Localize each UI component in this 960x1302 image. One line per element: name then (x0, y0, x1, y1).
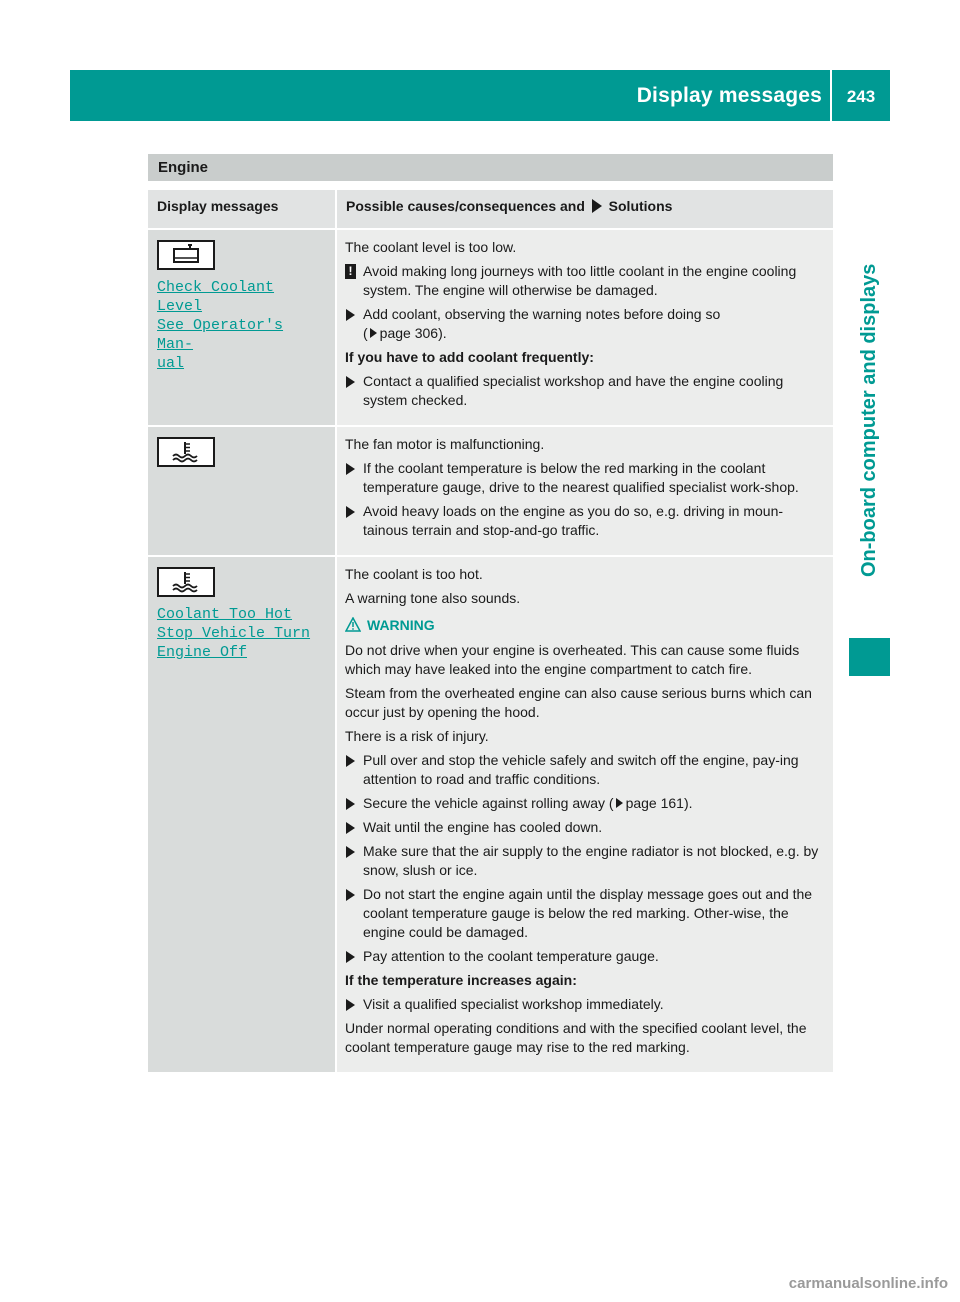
bullet-arrow-icon (346, 755, 355, 767)
side-marker (849, 638, 890, 676)
table-row (148, 426, 833, 556)
instruction-text: Add coolant, observing the warning notes before doing so (363, 306, 721, 322)
instruction-item (345, 885, 827, 942)
table-row (148, 229, 833, 426)
instruction-item (345, 995, 827, 1014)
display-text (157, 605, 326, 662)
bullet-arrow-icon (346, 822, 355, 834)
instruction-text: Pay attention to the coolant temperature gauge. (363, 948, 659, 964)
instruction-text: Pull over and stop the vehicle safely and switch off the engine, pay-ing attention to road and traffic conditions. (363, 752, 799, 787)
warning-text: Do not drive when your engine is overheated. This can cause some fluids which may have leaked into the engine compartment to catch fire. (345, 642, 800, 677)
page-ref-arrow-icon (370, 328, 377, 338)
display-line: ual (157, 355, 185, 372)
display-line: See Operator's Man‐ (157, 317, 284, 353)
cause-text: The coolant is too hot. (345, 566, 483, 582)
warning-triangle-icon (345, 617, 361, 632)
display-message-cell (148, 556, 336, 1073)
instruction-item (345, 818, 827, 837)
instruction-item (345, 372, 827, 410)
warning-label: WARNING (367, 617, 435, 633)
bullet-arrow-icon (346, 999, 355, 1011)
section-title: Engine (158, 159, 209, 176)
bullet-arrow-icon (346, 309, 355, 321)
display-text (157, 278, 326, 373)
section-heading (148, 154, 833, 181)
side-chapter-tab (849, 121, 890, 601)
cause-text: The fan motor is malfunctioning. (345, 436, 545, 452)
bullet-arrow-icon (346, 506, 355, 518)
notice-text: Avoid making long journeys with too little coolant in the engine cooling system. The engine will otherwise be damaged. (363, 263, 797, 298)
page-number: 243 (846, 87, 876, 106)
cause-text: The coolant level is too low. (345, 239, 517, 255)
header-suffix: Solutions (608, 198, 673, 214)
display-messages-table (148, 190, 833, 1074)
cause-text: A warning tone also sounds. (345, 590, 521, 606)
instruction-item: Add coolant, observing the warning notes before doing so ( page 306). (345, 305, 827, 343)
bullet-arrow-icon (346, 889, 355, 901)
footer-watermark: carmanualsonline.info (788, 1275, 948, 1292)
solution-cell (336, 556, 833, 1073)
instruction-text: Avoid heavy loads on the engine as you do so, e.g. driving in moun-tainous terrain and stop-and-go traffic. (363, 503, 784, 538)
table-row (148, 556, 833, 1073)
instruction-item (345, 947, 827, 966)
instruction-item (345, 794, 827, 813)
bullet-arrow-icon (346, 846, 355, 858)
bullet-arrow-icon (346, 798, 355, 810)
display-line: Engine Off (157, 644, 248, 661)
display-line: Coolant Too Hot (157, 606, 293, 623)
coolant-temperature-icon (157, 567, 215, 597)
instruction-item (345, 459, 827, 497)
instruction-text: Secure the vehicle against rolling away ( (363, 795, 614, 811)
warning-text: There is a risk of injury. (345, 728, 489, 744)
instruction-text: Make sure that the air supply to the engine radiator is not blocked, e.g. by snow, slush or ice. (363, 843, 819, 878)
bullet-arrow-icon (346, 376, 355, 388)
instruction-text: If the coolant temperature is below the red marking in the coolant temperature gauge, drive to the nearest qualified specialist work-shop. (363, 460, 799, 495)
instruction-text: Visit a qualified specialist workshop immediately. (363, 996, 664, 1012)
notice-block (345, 262, 827, 300)
header-prefix: Possible causes/consequences and (346, 198, 585, 214)
coolant-level-icon (157, 240, 215, 270)
instruction-item (345, 842, 827, 880)
solution-cell (336, 426, 833, 556)
instruction-text: Contact a qualified specialist workshop and have the engine cooling system checked. (363, 373, 784, 408)
display-line: Stop Vehicle Turn (157, 625, 311, 642)
instruction-text: Do not start the engine again until the display message goes out and the coolant temperature gauge is below the red marking. Other-wise, the engine could be damaged. (363, 886, 813, 940)
column-header-solutions (336, 190, 833, 229)
subheading: If the temperature increases again: (345, 972, 577, 988)
subheading: If you have to add coolant frequently: (345, 349, 594, 365)
warning-heading (345, 616, 827, 635)
instruction-text: Wait until the engine has cooled down. (363, 819, 603, 835)
solution-arrow-icon (592, 199, 602, 213)
instruction-item (345, 751, 827, 789)
page-reference[interactable]: page 306). (379, 325, 447, 341)
page-ref-arrow-icon (616, 798, 623, 808)
display-line: Check Coolant Level (157, 279, 275, 315)
coolant-temperature-icon (157, 437, 215, 467)
solution-cell (336, 229, 833, 426)
page-header-bar (70, 70, 890, 121)
page-reference[interactable]: page 161). (625, 795, 693, 811)
column-header-display-messages: Display messages (148, 190, 336, 229)
exclamation-icon: ! (345, 264, 356, 279)
instruction-item (345, 502, 827, 540)
bullet-arrow-icon (346, 463, 355, 475)
side-chapter-label: On-board computer and displays (858, 263, 880, 577)
bullet-arrow-icon (346, 951, 355, 963)
chapter-title: Display messages (636, 84, 822, 107)
display-message-cell (148, 229, 336, 426)
display-message-cell (148, 426, 336, 556)
warning-text: Steam from the overheated engine can also cause serious burns which can occur just by opening the hood. (345, 685, 812, 720)
closing-note: Under normal operating conditions and with the specified coolant level, the coolant temperature gauge may rise to the red marking. (345, 1020, 807, 1055)
